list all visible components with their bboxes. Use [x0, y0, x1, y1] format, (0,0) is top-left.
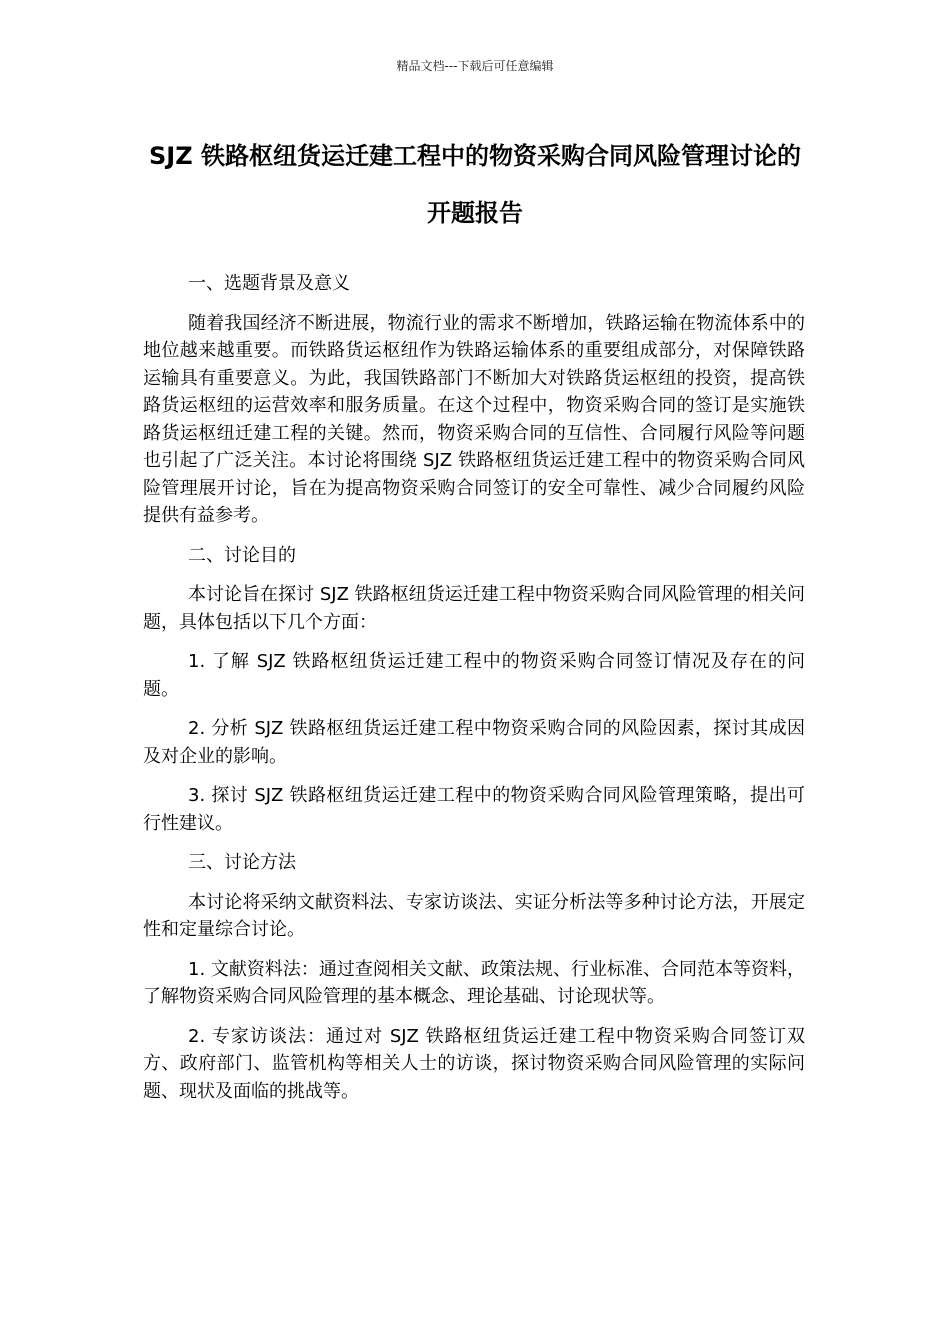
body-paragraph: 随着我国经济不断进展，物流行业的需求不断增加，铁路运输在物流体系中的地位越来越重要。而铁路货运枢纽作为铁路运输体系的重要组成部分，对保障铁路运输具有重要意义。为此，我国铁路部门不断加大对铁路货运枢纽的投资，提高铁路货运枢纽的运营效率和服务质量。在这个过程中，物资采购合同的签订是实施铁路货运枢纽迁建工程的关键。然而，物资采购合同的互信性、合同履行风险等问题也引起了广泛关注。本讨论将围绕 SJZ 铁路枢纽货运迁建工程中的物资采购合同风险管理展开讨论，旨在为提高物资采购合同签订的安全可靠性、减少合同履约风险提供有益参考。 — [143, 312, 805, 526]
list-item: 2. 专家访谈法：通过对 SJZ 铁路枢纽货运迁建工程中物资采购合同签订双方、政府部门、监管机构等相关人士的访谈，探讨物资采购合同风险管理的实际问题、现状及面临的挑战等。 — [143, 1025, 805, 1102]
body-paragraph: 本讨论旨在探讨 SJZ 铁路枢纽货运迁建工程中物资采购合同风险管理的相关问题，具体包括以下几个方面： — [143, 584, 805, 633]
list-item: 3. 探讨 SJZ 铁路枢纽货运迁建工程中的物资采购合同风险管理策略，提出可行性建议。 — [143, 785, 805, 834]
body-paragraph: 本讨论将采纳文献资料法、专家访谈法、实证分析法等多种讨论方法，开展定性和定量综合讨论。 — [143, 891, 805, 940]
section-heading: 三、讨论方法 — [188, 852, 296, 873]
list-item: 1. 文献资料法：通过查阅相关文献、政策法规、行业标准、合同范本等资料，了解物资采购合同风险管理的基本概念、理论基础、讨论现状等。 — [143, 958, 805, 1007]
page-header: 精品文档---下载后可任意编辑 — [396, 59, 554, 73]
document-body — [143, 270, 805, 1117]
document-title: SJZ 铁路枢纽货运迁建工程中的物资采购合同风险管理讨论的开题报告 — [149, 142, 801, 227]
list-item: 1. 了解 SJZ 铁路枢纽货运迁建工程中的物资采购合同签订情况及存在的问题。 — [143, 651, 805, 700]
section-heading: 二、讨论目的 — [188, 544, 296, 566]
list-item: 2. 分析 SJZ 铁路枢纽货运迁建工程中物资采购合同的风险因素，探讨其成因及对企业的影响。 — [143, 718, 805, 767]
section-heading: 一、选题背景及意义 — [188, 273, 350, 294]
